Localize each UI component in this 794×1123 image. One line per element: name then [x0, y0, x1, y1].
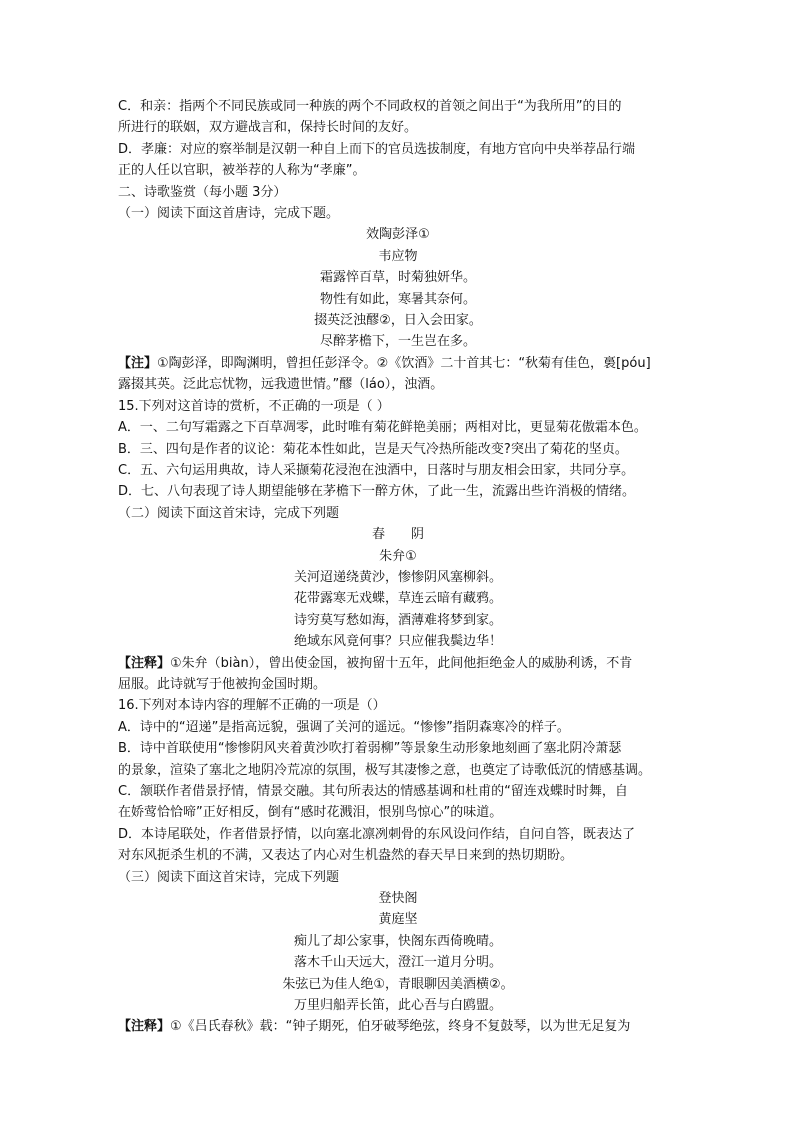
question-16: 16.下列对本诗内容的理解不正确的一项是（）: [118, 698, 386, 714]
option-d-line2: 正的人任以官职，被举荐的人称为“孝廉”。: [118, 163, 366, 179]
poem2-note-line2: 屈服。此诗就写于他被拘金国时期。: [118, 676, 327, 692]
q15-option-b: B．三、四句是作者的议论：菊花本性如此，岂是天气冷热所能改变?突出了菊花的坚贞。: [118, 441, 628, 457]
question-15: 15.下列对这首诗的赏析，不正确的一项是（ ）: [118, 398, 390, 414]
poem2-author: 朱弁①: [379, 548, 417, 564]
poem2-line: 关河迢递绕黄沙，惨惨阴风塞柳斜。: [293, 569, 502, 585]
poem2-line: 绝域东风竟何事？只应催我鬓边华！: [293, 634, 502, 650]
poem1-line: 掇英泛浊醪②，日入会田家。: [314, 313, 482, 329]
poem2-note-text: ①朱弁（biàn），曾出使金国，被拘留十五年，此间他拒绝金人的威胁利诱，不肯: [170, 655, 633, 671]
poem1-note-label: 【注】: [118, 355, 158, 371]
q16-option-a: A．诗中的“迢递”是指高远貌，强调了关河的遥远。“惨惨”指阴森寒冷的样子。: [118, 719, 570, 735]
q16-option-b-line2: 的景象，渲染了塞北之地阴冷荒凉的氛围，极写其凄惨之意，也奠定了诗歌低沉的情感基调。: [118, 762, 652, 778]
q15-option-d: D．七、八句表现了诗人期望能够在茅檐下一醉方休，了此一生，流露出些许消极的情绪。: [118, 484, 636, 500]
poem2-line: 诗穷莫写愁如海，酒薄难将梦到家。: [293, 612, 502, 628]
poem2-title-b: 阴: [411, 527, 425, 543]
option-c-line2: 所进行的联姻，双方避战言和，保持长时间的友好。: [118, 120, 418, 136]
option-c-line1: C．和亲：指两个不同民族或同一种族的两个不同政权的首领之间出于“为我所用”的目的: [118, 99, 622, 114]
q16-option-b-line1: B．诗中首联使用“惨惨阴风夹着黄沙吹打着弱柳”等景象生动形象地刻画了塞北阴冷萧瑟: [118, 741, 622, 757]
poem3-note-text: ①《吕氏春秋》载：“钟子期死，伯牙破琴绝弦，终身不复鼓琴，以为世无足复为: [170, 1019, 631, 1035]
poem3-note-label: 【注释】: [118, 1019, 171, 1035]
poem1-title: 效陶彭泽①: [366, 227, 430, 243]
poem3-instruction: （三）阅读下面这首宋诗，完成下列题: [118, 869, 340, 885]
poem2-note-line1: [118, 653, 678, 674]
poem1-note-line2: 露掇其英。泛此忘忧物，远我遗世情。”醪（láo），浊酒。: [118, 377, 444, 393]
poem2-note-label: 【注释】: [118, 655, 171, 671]
poem2-instruction: （二）阅读下面这首宋诗，完成下列题: [118, 505, 340, 521]
q16-option-d-line1: D．本诗尾联处，作者借景抒情，以向塞北凛冽刺骨的东风设问作结，自问自答，既表达了: [118, 826, 636, 842]
poem2-line: 花带露寒无戏蝶，草连云暗有藏鸦。: [293, 591, 502, 607]
poem3-author: 黄庭坚: [378, 912, 418, 928]
option-d-line1: D．孝廉：对应的察举制是汉朝一种自上而下的官员选拔制度，有地方官向中央举荐品行端: [118, 141, 636, 157]
q15-option-a: A．一、二句写霜露之下百草凋零，此时唯有菊花鲜艳美丽；两相对比，更显菊花傲霜本色。: [118, 420, 647, 436]
q16-option-d-line2: 对东风扼杀生机的不满，又表达了内心对生机盎然的春天早日来到的热切期盼。: [118, 848, 574, 864]
poem1-line: 尽醉茅檐下，一生岂在多。: [319, 334, 476, 350]
poem1-author: 韦应物: [378, 248, 418, 264]
section-heading: 二、诗歌鉴赏（每小题 3分）: [118, 184, 287, 200]
q16-option-c-line2: 在娇莺恰恰啼”正好相反，倒有“感时花溅泪，恨别鸟惊心”的味道。: [118, 805, 503, 821]
poem3-line: 痴儿了却公家事，快阁东西倚晚晴。: [293, 933, 502, 949]
poem1-note-text: ①陶彭泽，即陶渊明，曾担任彭泽令。②《饮酒》二十首其七：“秋菊有佳色，裛[póu]: [157, 355, 651, 371]
poem3-line: 朱弦已为佳人绝①，青眼聊因美酒横②。: [282, 976, 514, 992]
poem3-line: 万里归船弄长笛，此心吾与白鸥盟。: [293, 998, 502, 1014]
poem2-title-a: 春: [371, 527, 385, 543]
poem3-note-line1: [118, 1016, 678, 1037]
q16-option-c-line1: C．颔联作者借景抒情，情景交融。其句所表达的情感基调和杜甫的“留连戏蝶时时舞，自: [118, 784, 628, 799]
poem1-instruction: （一）阅读下面这首唐诗，完成下题。: [118, 206, 340, 222]
poem1-note-line1: [118, 353, 678, 374]
poem1-line: 物性有如此，寒暑其奈何。: [319, 291, 476, 307]
poem2-title: [118, 524, 678, 545]
q15-option-c: C．五、六句运用典故，诗人采撷菊花浸泡在浊酒中，日落时与朋友相会田家，共同分享。: [118, 462, 635, 478]
poem1-line: 霜露悴百草，时菊独妍华。: [319, 270, 476, 286]
poem3-line: 落木千山天远大，澄江一道月分明。: [293, 955, 502, 971]
document-page: [118, 96, 678, 1038]
poem3-title: 登快阁: [378, 891, 418, 907]
